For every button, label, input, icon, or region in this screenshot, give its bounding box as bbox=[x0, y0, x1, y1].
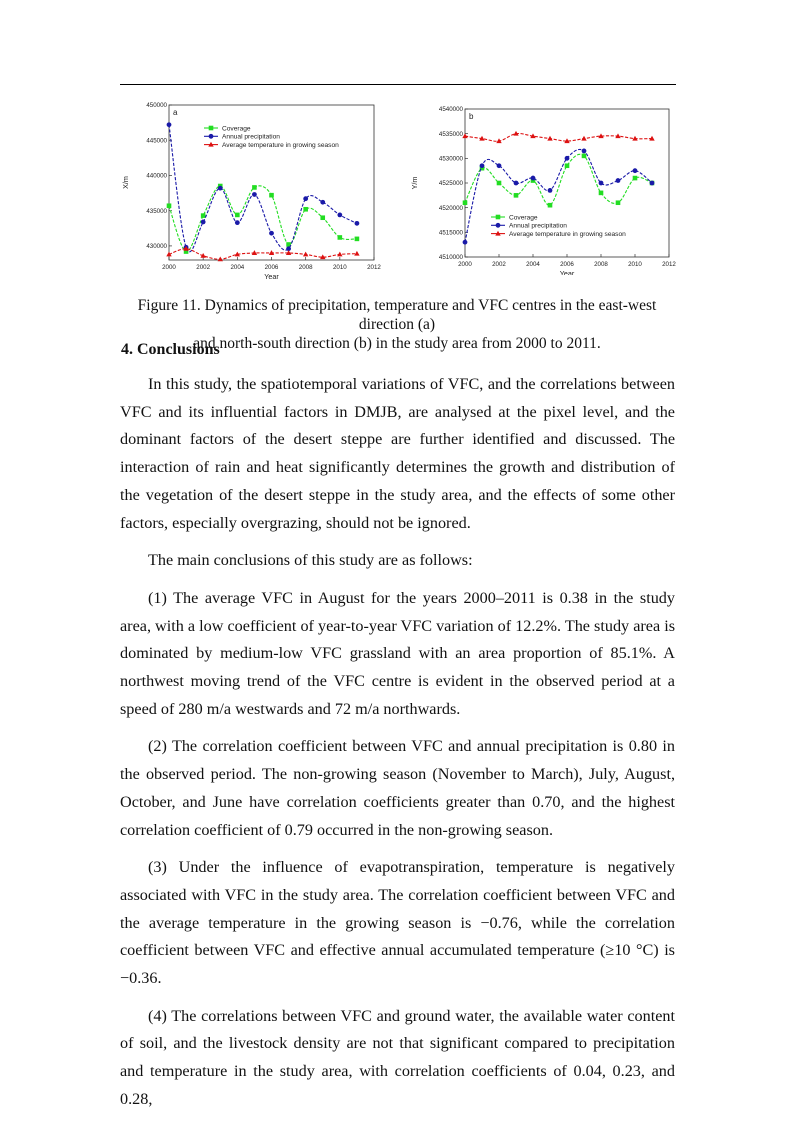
chart-b-legend-label: Average temperature in growing season bbox=[509, 230, 626, 238]
chart-a-y-tick-label: 430000 bbox=[146, 243, 167, 251]
chart-b-legend-label: Coverage bbox=[509, 214, 538, 222]
chart-a-series-2-point bbox=[320, 200, 325, 205]
chart-a-series-1-point bbox=[303, 207, 308, 212]
chart-a-x-tick-label: 2008 bbox=[298, 264, 313, 271]
chart-b-y-tick-label: 4510000 bbox=[438, 254, 463, 262]
chart-b-series-2-point bbox=[582, 149, 587, 154]
chart-b-y-tick-label: 4515000 bbox=[438, 229, 463, 237]
chart-b-series-1-point bbox=[616, 200, 621, 205]
chart-b-background bbox=[408, 103, 678, 275]
chart-a-x-tick-label: 2010 bbox=[332, 264, 347, 271]
chart-a-y-tick-label: 440000 bbox=[146, 172, 167, 180]
figure-caption-line1: Figure 11. Dynamics of precipitation, temperature and VFC centres in the east-west direction (a) bbox=[137, 297, 657, 333]
chart-b-series-1-point bbox=[548, 203, 553, 208]
chart-b-y-tick-label: 4535000 bbox=[438, 130, 463, 138]
chart-b-legend-label: Annual precipitation bbox=[509, 222, 567, 230]
chart-b-series-2-point bbox=[548, 188, 553, 193]
chart-a-legend-marker bbox=[209, 126, 214, 131]
chart-a-series-1-point bbox=[201, 213, 206, 218]
body-text bbox=[120, 371, 675, 1124]
chart-a-legend-marker bbox=[209, 134, 214, 139]
chart-b-series-2-point bbox=[531, 176, 536, 181]
chart-a-x-tick-label: 2000 bbox=[162, 264, 176, 271]
chart-b-x-tick-label: 2004 bbox=[526, 261, 540, 268]
chart-b-y-tick-label: 4525000 bbox=[438, 180, 463, 188]
chart-a-legend-label: Average temperature in growing season bbox=[222, 141, 339, 149]
chart-a-series-2-point bbox=[167, 122, 172, 127]
chart-a-x-axis-label: Year bbox=[264, 272, 279, 281]
chart-b-legend-marker bbox=[496, 223, 501, 228]
header-rule bbox=[120, 84, 676, 85]
chart-a-series-1-point bbox=[320, 215, 325, 220]
chart-b-y-tick-label: 4520000 bbox=[438, 204, 463, 212]
chart-b-y-tick-label: 4540000 bbox=[438, 106, 463, 114]
chart-b-svg bbox=[408, 103, 678, 275]
paragraph-conclusion-3: (3) Under the influence of evapotranspiration, temperature is negatively associated with VFC in the study area. The correlation coefficient between VFC and the average temperature in the growing season is −0.76, while the correlation coefficient between VFC and effective annual accumulated temperature (≥10 °C) is −0.36. bbox=[120, 858, 675, 988]
chart-b-x-axis-label: Year bbox=[559, 269, 575, 275]
chart-a-y-tick-label: 445000 bbox=[146, 137, 167, 145]
chart-a-series-2-point bbox=[218, 186, 223, 191]
chart-a-y-tick-label: 435000 bbox=[146, 207, 167, 215]
chart-a-x-tick-label: 2002 bbox=[196, 264, 211, 271]
chart-a-legend-label: Annual precipitation bbox=[222, 133, 280, 141]
chart-a-series-2-point bbox=[355, 221, 360, 226]
paragraph-conclusion-2: (2) The correlation coefficient between VFC and annual precipitation is 0.80 in the observed period. The non-growing season (November to March), July, August, October, and June have correlation coefficients greater than 0.70, and the highest correlation coefficient of 0.79 occurred in the non-growing season. bbox=[120, 737, 675, 839]
chart-a-series-2-point bbox=[235, 220, 240, 225]
chart-a-series-1-point bbox=[167, 203, 172, 208]
chart-b-series-1-point bbox=[599, 191, 604, 196]
chart-b-series-2-point bbox=[497, 163, 502, 168]
chart-a-x-tick-label: 2004 bbox=[230, 264, 245, 271]
chart-a-series-1-point bbox=[338, 235, 343, 240]
chart-a-y-tick-label: 450000 bbox=[146, 102, 167, 110]
chart-b-series-2-point bbox=[463, 240, 468, 245]
chart-b-x-tick-label: 2010 bbox=[628, 261, 642, 268]
chart-panel-a bbox=[118, 97, 383, 282]
chart-a-series-2-point bbox=[269, 231, 274, 236]
chart-b-legend-marker bbox=[496, 215, 501, 220]
chart-a-panel-label: a bbox=[173, 108, 178, 117]
chart-b-series-2-point bbox=[514, 181, 519, 186]
chart-b-series-1-point bbox=[565, 163, 570, 168]
chart-a-series-1-point bbox=[269, 193, 274, 198]
chart-b-series-2-point bbox=[480, 163, 485, 168]
paragraph-conclusion-4: (4) The correlations between VFC and ground water, the available water content of soil, and the livestock density are not that significant compared to precipitation and temperature in the study area, with correlation coefficients of 0.04, 0.23, and 0.28, bbox=[120, 1006, 675, 1108]
chart-b-x-tick-label: 2008 bbox=[594, 261, 608, 268]
chart-a-series-2-point bbox=[303, 196, 308, 201]
chart-b-x-tick-label: 2006 bbox=[560, 261, 574, 268]
chart-b-x-tick-label: 2000 bbox=[458, 261, 472, 268]
chart-b-series-2-point bbox=[650, 181, 655, 186]
paragraph-conclusion-1: (1) The average VFC in August for the years 2000–2011 is 0.38 in the study area, with a low coefficient of year-to-year VFC variation of 12.2%. The study area is dominated by medium-low VFC grassland with an area proportion of 85.1%. A northwest moving trend of the VFC centre is evident in the observed period at a speed of 280 m/a westwards and 72 m/a northwards. bbox=[120, 588, 675, 718]
chart-b-series-1-point bbox=[633, 176, 638, 181]
chart-a-series-1-point bbox=[235, 213, 240, 218]
chart-b-series-1-point bbox=[463, 200, 468, 205]
chart-b-panel-label: b bbox=[469, 112, 474, 121]
chart-b-series-1-point bbox=[497, 181, 502, 186]
chart-a-svg bbox=[118, 97, 383, 282]
chart-b-series-2-point bbox=[565, 156, 570, 161]
chart-b-series-2-point bbox=[616, 178, 621, 183]
chart-a-series-1-point bbox=[355, 237, 360, 242]
chart-b-series-2-point bbox=[599, 181, 604, 186]
chart-b-series-2-point bbox=[633, 168, 638, 173]
chart-a-x-tick-label: 2012 bbox=[367, 264, 381, 271]
chart-a-series-2-point bbox=[337, 213, 342, 218]
chart-a-series-1-point bbox=[252, 185, 257, 190]
chart-b-y-axis-label: Y/m bbox=[410, 176, 419, 190]
chart-b-x-tick-label: 2012 bbox=[662, 261, 676, 268]
chart-panel-b bbox=[408, 103, 678, 275]
chart-a-series-2-point bbox=[252, 192, 257, 197]
figure-caption-line2: and north-south direction (b) in the study area from 2000 to 2011. bbox=[193, 335, 601, 352]
paragraph-intro: In this study, the spatiotemporal variations of VFC, and the correlations between VFC and its influential factors in DMJB, are analysed at the pixel level, and the dominant factors of the desert steppe are further identified and discussed. The interaction of rain and heat significantly determines the growth and distribution of the vegetation of the desert steppe in the study area, and the effects of some other factors, especially overgrazing, should not be ignored. bbox=[120, 375, 675, 532]
chart-a-legend-label: Coverage bbox=[222, 125, 251, 133]
paragraph-main-conclusions: The main conclusions of this study are as follows: bbox=[148, 551, 473, 570]
chart-a-y-axis-label: X/m bbox=[121, 176, 130, 189]
section-heading: 4. Conclusions bbox=[121, 341, 220, 358]
chart-a-x-tick-label: 2006 bbox=[264, 264, 279, 271]
chart-a-series-2-point bbox=[201, 220, 206, 225]
chart-b-series-1-point bbox=[514, 193, 519, 198]
chart-b-y-tick-label: 4530000 bbox=[438, 155, 463, 163]
chart-b-series-1-point bbox=[582, 154, 587, 159]
chart-b-x-tick-label: 2002 bbox=[492, 261, 506, 268]
